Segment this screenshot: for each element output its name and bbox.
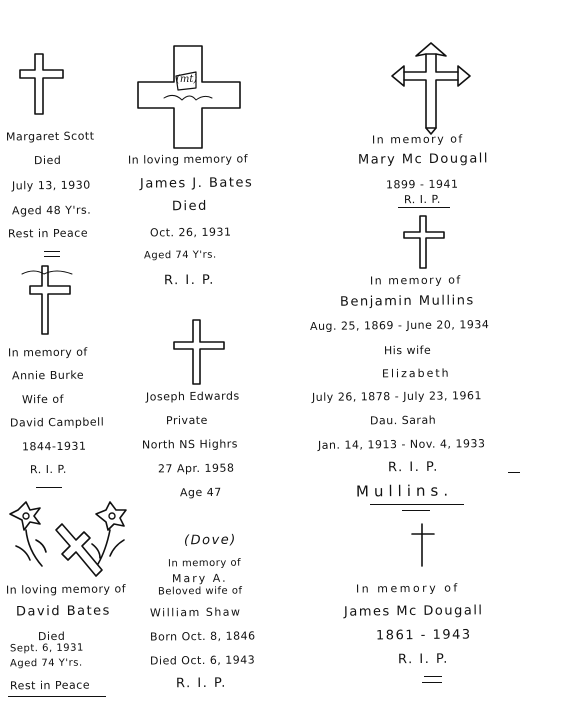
divider bbox=[508, 472, 520, 473]
shaw-dove: (Dove) bbox=[183, 532, 237, 549]
bates-rip: Rest in Peace bbox=[9, 678, 91, 693]
burke-dates: 1844-1931 bbox=[21, 439, 87, 454]
shaw-intro: In memory of bbox=[167, 557, 242, 570]
edwards-date: 27 Apr. 1958 bbox=[157, 461, 235, 476]
edwards-unit: North NS Highrs bbox=[141, 437, 239, 452]
shaw-born: Born Oct. 8, 1846 bbox=[149, 629, 256, 644]
scott-age: Aged 48 Y'rs. bbox=[11, 203, 92, 218]
bates-died: Died bbox=[37, 629, 66, 644]
shaw-rip: R. I. P. bbox=[175, 675, 227, 692]
bates-intro: In loving memory of bbox=[5, 582, 127, 597]
plain-cross-icon bbox=[28, 264, 78, 339]
burke-intro: In memory of bbox=[7, 345, 88, 360]
divider bbox=[398, 207, 450, 208]
wreathed-cross-icon bbox=[134, 42, 244, 152]
shaw-beloved: Beloved wife of bbox=[157, 585, 243, 598]
burke-rip: R. I. P. bbox=[29, 462, 67, 477]
divider bbox=[402, 510, 430, 511]
mullins-intro: In memory of bbox=[369, 273, 462, 288]
mcdougall-james-rip: R. I. P. bbox=[397, 651, 449, 668]
shaw-died: Died Oct. 6, 1943 bbox=[149, 653, 256, 668]
mullins-his-wife: His wife bbox=[383, 343, 432, 358]
jbates-rip: R. I. P. bbox=[163, 272, 215, 289]
jbates-died: Died bbox=[171, 198, 208, 215]
burke-wife: Wife of bbox=[21, 392, 65, 407]
divider bbox=[44, 251, 60, 252]
mcdougall-james-name: James Mc Dougall bbox=[343, 603, 484, 620]
jbates-date: Oct. 26, 1931 bbox=[149, 225, 232, 240]
mcdougall-mary-name: Mary Mc Dougall bbox=[357, 151, 490, 168]
divider bbox=[424, 676, 442, 677]
underline bbox=[8, 696, 106, 697]
shaw-first-name: Mary A. bbox=[171, 571, 228, 586]
flowered-cross-icon bbox=[6, 500, 134, 580]
mcdougall-james-intro: In memory of bbox=[355, 581, 460, 596]
plain-cross-icon bbox=[402, 214, 448, 272]
jbates-name: James J. Bates bbox=[139, 175, 254, 192]
mullins-daughter-dates: Jan. 14, 1913 - Nov. 4, 1933 bbox=[317, 437, 486, 452]
jbates-intro: In loving memory of bbox=[127, 152, 249, 167]
plain-cross-icon bbox=[18, 52, 68, 122]
bates-name: David Bates bbox=[15, 603, 111, 620]
mcdougall-mary-rip: R. I. P. bbox=[403, 192, 441, 207]
scott-died: Died bbox=[33, 153, 62, 168]
mcdougall-mary-dates: 1899 - 1941 bbox=[385, 177, 459, 192]
mullins-wife-name: Elizabeth bbox=[381, 366, 451, 381]
jbates-age: Aged 74 Y'rs. bbox=[143, 249, 217, 262]
mcdougall-james-dates: 1861 - 1943 bbox=[375, 627, 472, 644]
mullins-family-name: Mullins. bbox=[355, 481, 454, 501]
divider bbox=[44, 256, 60, 257]
plain-cross-icon bbox=[408, 522, 438, 570]
edwards-rank: Private bbox=[165, 413, 208, 428]
mullins-dates: Aug. 25, 1869 - June 20, 1934 bbox=[309, 318, 490, 333]
bates-age: Aged 74 Y'rs. bbox=[9, 657, 83, 670]
burke-husband: David Campbell bbox=[9, 415, 105, 430]
wreath-inscription: (mt) bbox=[176, 74, 198, 85]
mcdougall-mary-intro: In memory of bbox=[371, 132, 464, 147]
divider bbox=[36, 487, 62, 488]
arrow-cross-icon bbox=[390, 42, 472, 134]
bates-date: Sept. 6, 1931 bbox=[9, 642, 84, 655]
mullins-daughter: Dau. Sarah bbox=[369, 413, 437, 428]
divider bbox=[422, 682, 442, 683]
scott-rip: Rest in Peace bbox=[7, 226, 89, 241]
mullins-rip: R. I. P. bbox=[387, 459, 439, 476]
scott-date: July 13, 1930 bbox=[11, 178, 91, 193]
plain-cross-icon bbox=[172, 318, 232, 388]
shaw-husband: William Shaw bbox=[149, 605, 242, 620]
divider bbox=[370, 504, 464, 505]
burke-name: Annie Burke bbox=[11, 368, 85, 383]
mullins-wife-dates: July 26, 1878 - July 23, 1961 bbox=[311, 389, 483, 404]
mullins-name: Benjamin Mullins bbox=[339, 293, 475, 310]
edwards-name: Joseph Edwards bbox=[145, 389, 240, 404]
scott-name: Margaret Scott bbox=[5, 129, 95, 144]
edwards-age: Age 47 bbox=[179, 485, 222, 500]
